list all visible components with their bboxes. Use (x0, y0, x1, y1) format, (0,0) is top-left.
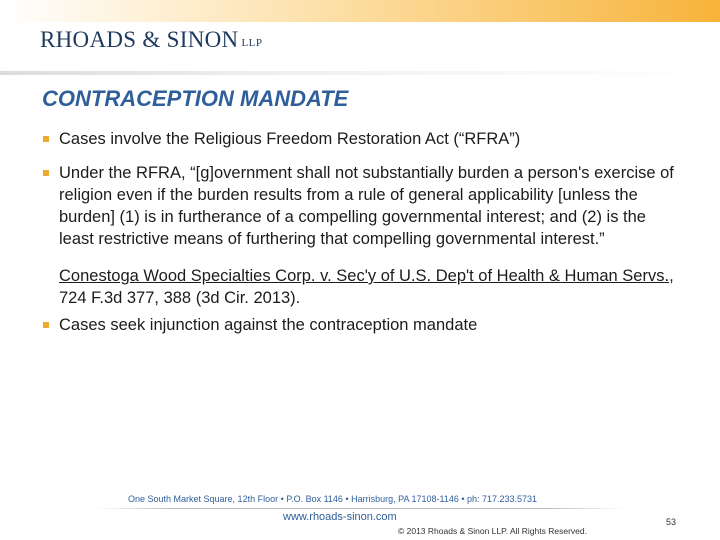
bullet-square-icon (43, 322, 49, 328)
title-divider (0, 71, 720, 75)
slide-content (42, 128, 682, 336)
footer-copyright: © 2013 Rhoads & Sinon LLP. All Rights Reserved. (398, 526, 587, 536)
bullet-square-icon (43, 136, 49, 142)
case-name-link[interactable]: Conestoga Wood Specialties Corp. v. Sec'y of U.S. Dep't of Health & Human Servs. (59, 267, 670, 285)
page-number: 53 (666, 517, 677, 527)
bullet-item (42, 314, 682, 336)
slide-title: CONTRACEPTION MANDATE (42, 86, 349, 111)
firm-logo (40, 27, 263, 53)
logo-text: RHOADS & SINON (40, 27, 239, 52)
case-citation (42, 265, 682, 309)
bullet-text: Cases seek injunction against the contraception mandate (59, 316, 478, 334)
footer-url-link[interactable]: www.rhoads-sinon.com (283, 511, 397, 523)
top-accent-bar (0, 0, 720, 22)
logo-suffix: LLP (241, 37, 263, 49)
footer-divider (95, 508, 625, 509)
bullet-item (42, 128, 682, 150)
bullet-text: Under the RFRA, “[g]overnment shall not substantially burden a person's exercise of religion even if the burden results from a rule of general applicability [unless the burden] (1) is in furtherance of a compelling governmental interest; and (2) is the least restrictive means of furthering that compelling governmental interest.” (59, 164, 674, 248)
bullet-text: Cases involve the Religious Freedom Restoration Act (“RFRA”) (59, 130, 521, 148)
footer-address: One South Market Square, 12th Floor • P.O. Box 1146 • Harrisburg, PA 17108-1146 • ph: 717.233.5731 (128, 494, 538, 504)
bullet-square-icon (43, 170, 49, 176)
case-reference: , 724 F.3d 377, 388 (3d Cir. 2013). (59, 267, 674, 307)
bullet-item (42, 162, 682, 250)
